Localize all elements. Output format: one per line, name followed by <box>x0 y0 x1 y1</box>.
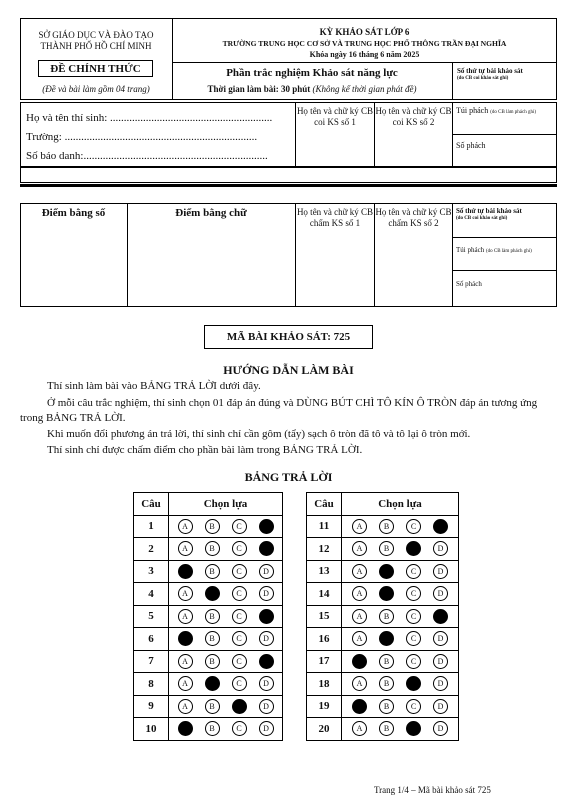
question-number: 5 <box>134 605 169 628</box>
question-number: 20 <box>307 718 342 741</box>
question-number: 6 <box>134 628 169 651</box>
choice-cell <box>169 605 283 628</box>
grading-envelope-text: Túi phách <box>456 246 485 254</box>
answer-bubble-b[interactable]: B <box>205 541 220 556</box>
proctor-2-label: Họ tên và chữ ký CB coi KS số 2 <box>375 106 452 127</box>
answer-bubble-b[interactable]: B <box>205 564 220 579</box>
choice-cell <box>342 695 459 718</box>
answer-bubble-d[interactable]: D <box>259 631 274 646</box>
answer-bubble-d[interactable]: D <box>433 631 448 646</box>
header-serial-divider <box>452 62 453 100</box>
answer-bubble-b[interactable]: B <box>379 699 394 714</box>
answer-bubble-d[interactable]: D <box>433 699 448 714</box>
question-number: 16 <box>307 628 342 651</box>
section-title: Phần trắc nghiệm Khảo sát năng lực <box>226 67 398 79</box>
grading-serial-note: (do CB coi khảo sát ghi) <box>456 216 508 221</box>
choice-cell <box>342 605 459 628</box>
choice-cell <box>169 628 283 651</box>
pages-note: (Đề và bài làm gồm 04 trang) <box>42 84 150 94</box>
choice-cell <box>169 650 283 673</box>
instruction-2: Ở mỗi câu trắc nghiệm, thí sinh chọn 01 đáp án đúng và DÙNG BÚT CHÌ TÔ KÍN Ô TRÒN đáp án tương ứng trong BẢNG TRẢ LỜI. <box>20 397 538 424</box>
answer-bubble-b[interactable]: B <box>205 631 220 646</box>
answer-bubble-d[interactable]: D <box>259 699 274 714</box>
answer-bubble-b[interactable]: B <box>205 699 220 714</box>
question-number: 17 <box>307 650 342 673</box>
exam-code-box: MÃ BÀI KHẢO SÁT: 725 <box>204 325 373 349</box>
answer-bubble-b[interactable]: B <box>205 654 220 669</box>
answer-row <box>134 583 283 606</box>
answer-table-left <box>133 492 283 741</box>
page-footer: Trang 1/4 – Mã bài khảo sát 725 <box>374 785 491 795</box>
separator-strip <box>20 167 557 183</box>
choice-cell <box>342 673 459 696</box>
choice-cell <box>342 538 459 561</box>
department-line-1: SỞ GIÁO DỤC VÀ ĐÀO TẠO <box>38 30 154 40</box>
score-words-label: Điểm bằng chữ <box>175 207 247 219</box>
question-number: 3 <box>134 560 169 583</box>
code-label: Số phách <box>456 141 486 150</box>
answer-bubble-c[interactable]: C <box>406 519 421 534</box>
question-number: 14 <box>307 583 342 606</box>
answer-bubble-c[interactable]: C <box>232 721 247 736</box>
answer-bubble-b[interactable]: B <box>379 586 394 601</box>
grader-1-label: Họ tên và chữ ký CB chấm KS số 1 <box>296 207 374 228</box>
answer-bubble-d[interactable]: D <box>259 721 274 736</box>
question-number: 12 <box>307 538 342 561</box>
candidate-id-line[interactable]: Số báo danh:................................................................... <box>26 150 268 162</box>
candidate-school-line[interactable]: Trường: ...................................................................... <box>26 131 258 143</box>
answer-bubble-a[interactable]: A <box>352 654 367 669</box>
answer-bubble-a[interactable]: A <box>178 519 193 534</box>
answer-row <box>134 538 283 561</box>
official-exam-badge: ĐỀ CHÍNH THỨC <box>38 60 153 77</box>
answer-row <box>134 560 283 583</box>
candidate-name-line[interactable]: Họ và tên thí sinh: ........................................................... <box>26 112 273 124</box>
answer-header-row <box>134 493 283 516</box>
answer-bubble-d[interactable]: D <box>433 654 448 669</box>
question-number: 1 <box>134 515 169 538</box>
instruction-3: Khi muốn đổi phương án trả lời, thí sinh chỉ cần gôm (tẩy) sạch ô tròn đã tô và tô lại ô tròn mới. <box>47 428 471 440</box>
time-note: (Không kể thời gian phát đề) <box>312 84 417 94</box>
answer-sheet-title: BẢNG TRẢ LỜI <box>244 470 333 484</box>
answer-bubble-d[interactable]: D <box>433 721 448 736</box>
question-column-header: Câu <box>134 493 169 516</box>
answer-bubble-a[interactable]: A <box>352 564 367 579</box>
answer-bubble-d[interactable]: D <box>433 586 448 601</box>
instructions-title: HƯỚNG DẪN LÀM BÀI <box>223 363 354 377</box>
choice-column-header: Chọn lựa <box>169 493 283 516</box>
grade-divider-4 <box>452 203 453 307</box>
answer-bubble-a[interactable]: A <box>352 721 367 736</box>
answer-bubble-b[interactable]: B <box>205 676 220 691</box>
department-name <box>20 30 172 52</box>
answer-header-row <box>307 493 459 516</box>
answer-row <box>307 673 459 696</box>
question-number: 7 <box>134 650 169 673</box>
answer-bubble-c[interactable]: C <box>406 654 421 669</box>
answer-bubble-a[interactable]: A <box>352 676 367 691</box>
answer-bubble-a[interactable]: A <box>178 541 193 556</box>
answer-row <box>134 718 283 741</box>
answer-bubble-c[interactable]: C <box>232 631 247 646</box>
grading-envelope-note: (do CB làm phách ghi) <box>485 249 532 254</box>
answer-bubble-c[interactable]: C <box>232 564 247 579</box>
answer-table-right <box>306 492 459 741</box>
answer-bubble-b[interactable]: B <box>379 676 394 691</box>
score-number-label: Điểm bằng số <box>41 207 106 219</box>
answer-row <box>134 695 283 718</box>
answer-row <box>134 628 283 651</box>
answer-bubble-d[interactable]: D <box>259 586 274 601</box>
question-number: 8 <box>134 673 169 696</box>
instruction-4: Thí sinh chỉ được chấm điểm cho phần bài làm trong BẢNG TRẢ LỜI. <box>47 444 363 456</box>
answer-bubble-b[interactable]: B <box>379 609 394 624</box>
question-number: 19 <box>307 695 342 718</box>
answer-row <box>307 538 459 561</box>
answer-bubble-b[interactable]: B <box>379 519 394 534</box>
choice-cell <box>342 650 459 673</box>
question-number: 2 <box>134 538 169 561</box>
question-number: 4 <box>134 583 169 606</box>
question-number: 15 <box>307 605 342 628</box>
answer-row <box>307 583 459 606</box>
answer-bubble-c[interactable]: C <box>232 676 247 691</box>
answer-bubble-a[interactable]: A <box>352 541 367 556</box>
answer-bubble-b[interactable]: B <box>205 609 220 624</box>
header-title-divider <box>172 62 557 63</box>
answer-bubble-a[interactable]: A <box>178 676 193 691</box>
answer-bubble-b[interactable]: B <box>379 564 394 579</box>
answer-bubble-c[interactable]: C <box>232 699 247 714</box>
choice-column-header: Chọn lựa <box>342 493 459 516</box>
answer-bubble-a[interactable]: A <box>178 564 193 579</box>
choice-cell <box>169 583 283 606</box>
answer-bubble-b[interactable]: B <box>379 721 394 736</box>
answer-bubble-d[interactable]: D <box>259 609 274 624</box>
answer-bubble-c[interactable]: C <box>232 586 247 601</box>
question-number: 10 <box>134 718 169 741</box>
time-info <box>172 84 452 94</box>
answer-bubble-d[interactable]: D <box>259 654 274 669</box>
answer-bubble-a[interactable]: A <box>178 699 193 714</box>
grading-code-label: Số phách <box>456 280 482 288</box>
cut-line <box>20 184 557 187</box>
answer-row <box>307 560 459 583</box>
answer-bubble-d[interactable]: D <box>259 676 274 691</box>
choice-cell <box>169 560 283 583</box>
answer-bubble-a[interactable]: A <box>352 631 367 646</box>
answer-bubble-a[interactable]: A <box>178 654 193 669</box>
question-number: 18 <box>307 673 342 696</box>
answer-row <box>307 650 459 673</box>
answer-bubble-d[interactable]: D <box>433 564 448 579</box>
answer-bubble-d[interactable]: D <box>259 519 274 534</box>
answer-bubble-c[interactable]: C <box>406 586 421 601</box>
answer-bubble-a[interactable]: A <box>178 631 193 646</box>
exam-title: KỲ KHẢO SÁT LỚP 6 <box>319 27 410 37</box>
grading-serial-label: Số thứ tự bài khảo sát <box>456 207 522 215</box>
answer-bubble-b[interactable]: B <box>205 519 220 534</box>
answer-bubble-c[interactable]: C <box>406 609 421 624</box>
envelope-note: (do CB làm phách ghi) <box>490 110 537 115</box>
answer-bubble-b[interactable]: B <box>205 721 220 736</box>
answer-row <box>134 673 283 696</box>
answer-bubble-c[interactable]: C <box>406 676 421 691</box>
grader-2-label: Họ tên và chữ ký CB chấm KS số 2 <box>375 207 452 228</box>
answer-bubble-d[interactable]: D <box>433 609 448 624</box>
choice-cell <box>169 673 283 696</box>
question-number: 13 <box>307 560 342 583</box>
envelope-label <box>456 106 536 115</box>
answer-row <box>307 605 459 628</box>
answer-bubble-d[interactable]: D <box>259 541 274 556</box>
answer-row <box>307 695 459 718</box>
choice-cell <box>169 718 283 741</box>
answer-bubble-a[interactable]: A <box>352 586 367 601</box>
answer-row <box>307 718 459 741</box>
answer-bubble-d[interactable]: D <box>259 564 274 579</box>
answer-bubble-d[interactable]: D <box>433 541 448 556</box>
answer-bubble-d[interactable]: D <box>433 676 448 691</box>
answer-bubble-b[interactable]: B <box>379 541 394 556</box>
answer-bubble-a[interactable]: A <box>178 586 193 601</box>
answer-bubble-a[interactable]: A <box>352 609 367 624</box>
answer-bubble-a[interactable]: A <box>178 609 193 624</box>
answer-bubble-c[interactable]: C <box>232 654 247 669</box>
choice-cell <box>342 718 459 741</box>
question-column-header: Câu <box>307 493 342 516</box>
answer-bubble-a[interactable]: A <box>178 721 193 736</box>
answer-row <box>307 628 459 651</box>
cand-envelope-divider <box>452 134 557 135</box>
answer-bubble-c[interactable]: C <box>406 699 421 714</box>
proctor-1-label: Họ tên và chữ ký CB coi KS số 1 <box>296 106 374 127</box>
time-label: Thời gian làm bài: 30 phút <box>207 84 311 94</box>
answer-bubble-b[interactable]: B <box>379 631 394 646</box>
choice-cell <box>169 695 283 718</box>
instruction-1: Thí sinh làm bài vào BẢNG TRẢ LỜI dưới đây. <box>47 380 261 392</box>
department-line-2: THÀNH PHỐ HỒ CHÍ MINH <box>40 41 152 51</box>
serial-label: Số thứ tự bài khảo sát <box>457 67 523 75</box>
envelope-label-text: Túi phách <box>456 106 489 115</box>
choice-cell <box>342 583 459 606</box>
answer-row <box>134 605 283 628</box>
answer-bubble-c[interactable]: C <box>232 609 247 624</box>
question-number: 11 <box>307 515 342 538</box>
answer-row <box>134 515 283 538</box>
answer-bubble-c[interactable]: C <box>406 721 421 736</box>
answer-bubble-b[interactable]: B <box>379 654 394 669</box>
answer-row <box>134 650 283 673</box>
grading-envelope-label <box>456 246 532 254</box>
choice-cell <box>342 515 459 538</box>
answer-bubble-c[interactable]: C <box>232 519 247 534</box>
answer-bubble-b[interactable]: B <box>205 586 220 601</box>
answer-row <box>307 515 459 538</box>
grade-row-divider-2 <box>452 270 557 271</box>
choice-cell <box>342 560 459 583</box>
choice-cell <box>169 538 283 561</box>
question-number: 9 <box>134 695 169 718</box>
answer-bubble-c[interactable]: C <box>232 541 247 556</box>
answer-bubble-c[interactable]: C <box>406 564 421 579</box>
serial-note: (do CB coi khảo sát ghi) <box>457 76 509 81</box>
exam-date: Khóa ngày 16 tháng 6 năm 2025 <box>309 50 420 59</box>
choice-cell <box>342 628 459 651</box>
answer-bubble-a[interactable]: A <box>352 699 367 714</box>
answer-bubble-c[interactable]: C <box>406 631 421 646</box>
answer-bubble-d[interactable]: D <box>433 519 448 534</box>
choice-cell <box>169 515 283 538</box>
grade-row-divider-1 <box>452 237 557 238</box>
school-name: TRƯỜNG TRUNG HỌC CƠ SỞ VÀ TRUNG HỌC PHỔ THÔNG TRẦN ĐẠI NGHĨA <box>222 39 507 48</box>
answer-bubble-c[interactable]: C <box>406 541 421 556</box>
answer-bubble-a[interactable]: A <box>352 519 367 534</box>
